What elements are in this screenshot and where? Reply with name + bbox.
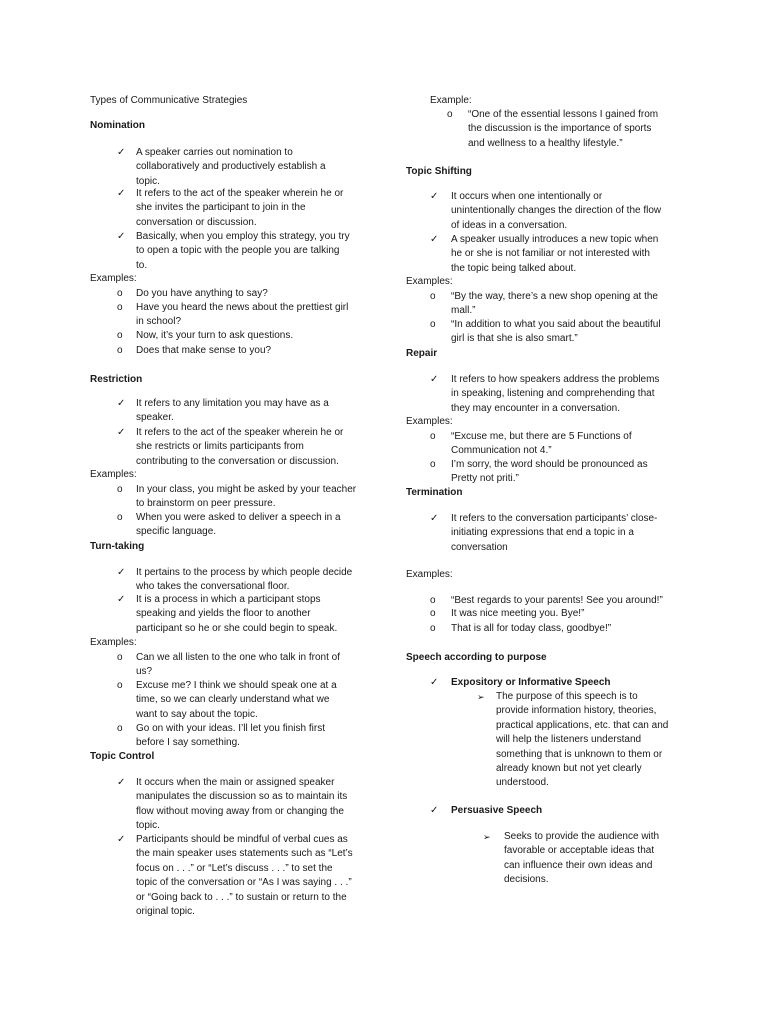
turn-taking-example-line: us? [136, 666, 153, 678]
topic-control-point-line: topic. [136, 820, 160, 832]
example-quote-line: the discussion is the importance of sports [468, 123, 652, 135]
restriction-point-line: contributing to the conversation or discussion. [136, 455, 339, 467]
checkmark-icon: ✓ [117, 398, 126, 409]
restriction-point-line: It refers to any limitation you may have as a [136, 398, 329, 409]
section-heading-termination: Termination [406, 487, 463, 498]
topic-control-point-line: topic of the conversation or “As I was saying . . .” [136, 877, 352, 889]
nomination-example-line: Now, it’s your turn to ask questions. [136, 330, 294, 341]
bullet-circle-icon: o [117, 288, 123, 299]
bullet-circle-icon: o [430, 291, 436, 302]
bullet-circle-icon: o [117, 484, 123, 495]
topic-control-point-line: the main speaker uses statements such as “Let’s [136, 848, 353, 860]
bullet-circle-icon: o [430, 595, 436, 606]
topic-shifting-example-line: “By the way, there’s a new shop opening at the [451, 291, 658, 302]
section-heading-nomination: Nomination [90, 120, 145, 131]
checkmark-icon: ✓ [117, 567, 126, 578]
section-heading-topic-control: Topic Control [90, 751, 155, 762]
repair-point-line: It refers to how speakers address the problems [451, 374, 660, 385]
bullet-circle-icon: o [117, 652, 123, 663]
example-quote-line: and wellness to a healthy lifestyle.” [468, 137, 623, 149]
topic-shifting-point-line: of ideas in a conversation. [451, 219, 568, 231]
arrow-bullet-icon: ➢ [477, 692, 485, 702]
bullet-circle-icon: o [117, 680, 123, 691]
checkmark-icon: ✓ [117, 777, 126, 788]
restriction-example-line: to brainstorm on peer pressure. [136, 498, 276, 510]
expository-text-line: provide information history, theories, [496, 705, 657, 717]
subheading-expository: Expository or Informative Speech [451, 677, 611, 688]
turn-taking-example-line: Go on with your ideas. I’ll let you finish first [136, 723, 325, 734]
bullet-circle-icon: o [117, 512, 123, 523]
restriction-example-line: specific language. [136, 526, 217, 538]
persuasive-text-line: favorable or acceptable ideas that [504, 845, 655, 857]
section-heading-turn-taking: Turn-taking [90, 541, 145, 552]
bullet-circle-icon: o [430, 608, 436, 619]
restriction-example-line: When you were asked to deliver a speech in a [136, 512, 341, 523]
termination-point-line: conversation [451, 541, 508, 553]
nomination-point-line: to open a topic with the people you are talking [136, 245, 340, 257]
examples-label: Examples: [90, 273, 137, 284]
repair-example-line: I’m sorry, the word should be pronounced as [451, 459, 648, 470]
restriction-point-line: speaker. [136, 412, 174, 424]
bullet-circle-icon: o [430, 623, 436, 634]
nomination-point-line: Basically, when you employ this strategy, you try [136, 231, 350, 242]
checkmark-icon: ✓ [430, 234, 439, 245]
checkmark-icon: ✓ [117, 147, 126, 158]
section-heading-topic-shifting: Topic Shifting [406, 166, 472, 177]
termination-point-line: initiating expressions that end a topic in a [451, 527, 634, 539]
nomination-point-line: she invites the participant to join in the [136, 202, 306, 214]
topic-control-point-line: Participants should be mindful of verbal cues as [136, 834, 348, 845]
nomination-point-line: to. [136, 259, 148, 271]
restriction-point-line: she restricts or limits participants from [136, 441, 304, 453]
restriction-point-line: It refers to the act of the speaker wherein he or [136, 427, 344, 438]
bullet-circle-icon: o [430, 319, 436, 330]
checkmark-icon: ✓ [430, 191, 439, 202]
turn-taking-example-line: Can we all listen to the one who talk in front of [136, 652, 341, 663]
topic-shifting-example-line: “In addition to what you said about the beautiful [451, 319, 661, 330]
turn-taking-example-line: time, so we can clearly understand what we [136, 694, 330, 706]
expository-text-line: will help the listeners understand [496, 734, 642, 746]
topic-control-point-line: or “Going back to . . .” to sustain or return to the [136, 891, 347, 903]
bullet-circle-icon: o [117, 345, 123, 356]
bullet-circle-icon: o [117, 723, 123, 734]
topic-shifting-example-line: mall.” [451, 305, 476, 317]
topic-shifting-point-line: unintentionally changes the direction of the flow [451, 205, 662, 217]
bullet-circle-icon: o [117, 330, 123, 341]
expository-text-line: already known but not yet clearly [496, 763, 642, 774]
nomination-point-line: topic. [136, 175, 160, 187]
section-heading-repair: Repair [406, 348, 438, 359]
checkmark-icon: ✓ [430, 805, 439, 816]
topic-shifting-point-line: It occurs when one intentionally or [451, 191, 603, 202]
turn-taking-point-line: speaking and yields the floor to another [136, 608, 311, 620]
termination-example-line: It was nice meeting you. Bye!” [451, 608, 585, 619]
topic-shifting-example-line: girl is that she is also smart.” [451, 333, 578, 345]
turn-taking-example-line: want to say about the topic. [136, 708, 258, 720]
bullet-circle-icon: o [447, 109, 453, 120]
example-label: Example: [430, 95, 472, 106]
repair-example-line: Communication not 4.” [451, 445, 552, 457]
topic-control-point-line: manipulates the discussion so as to maintain its [136, 791, 348, 803]
page-title: Types of Communicative Strategies [90, 95, 248, 106]
checkmark-icon: ✓ [117, 427, 126, 438]
examples-label: Examples: [406, 569, 453, 580]
termination-point-line: It refers to the conversation participants’ close- [451, 513, 658, 524]
nomination-point-line: A speaker carries out nomination to [136, 147, 293, 158]
persuasive-text-line: decisions. [504, 874, 549, 886]
turn-taking-example-line: before I say something. [136, 737, 240, 749]
topic-control-point-line: It occurs when the main or assigned speaker [136, 777, 335, 788]
topic-shifting-point-line: the topic being talked about. [451, 262, 577, 274]
turn-taking-point-line: It is a process in which a participant stops [136, 594, 321, 605]
repair-example-line: “Excuse me, but there are 5 Functions of [451, 431, 632, 442]
topic-control-point-line: focus on . . .” or “Let’s discuss . . .” to set the [136, 862, 333, 874]
termination-example-line: “Best regards to your parents! See you around!” [451, 595, 663, 606]
turn-taking-point-line: It pertains to the process by which people decide [136, 567, 353, 578]
examples-label: Examples: [406, 276, 453, 287]
turn-taking-point-line: who takes the conversational floor. [136, 581, 290, 593]
expository-text-line: The purpose of this speech is to [496, 691, 638, 702]
topic-shifting-point-line: he or she is not familiar or not interested with [451, 248, 650, 260]
bullet-circle-icon: o [430, 459, 436, 470]
bullet-circle-icon: o [430, 431, 436, 442]
subheading-persuasive: Persuasive Speech [451, 805, 543, 816]
repair-example-line: Pretty not priti.” [451, 473, 519, 485]
topic-control-point-line: original topic. [136, 906, 195, 917]
checkmark-icon: ✓ [117, 188, 126, 199]
section-heading-restriction: Restriction [90, 374, 143, 385]
termination-example-line: That is all for today class, goodbye!” [451, 623, 612, 634]
nomination-point-line: collaboratively and productively establish a [136, 161, 326, 173]
nomination-point-line: It refers to the act of the speaker wherein he or [136, 188, 344, 199]
turn-taking-point-line: participant so he or she could begin to speak. [136, 622, 338, 634]
checkmark-icon: ✓ [430, 513, 439, 524]
examples-label: Examples: [90, 637, 137, 648]
expository-text-line: something that is unknown to them or [496, 748, 663, 760]
topic-shifting-point-line: A speaker usually introduces a new topic when [451, 234, 659, 245]
arrow-bullet-icon: ➢ [483, 832, 491, 842]
persuasive-text-line: can influence their own ideas and [504, 859, 653, 871]
repair-point-line: in speaking, listening and comprehending that [451, 388, 655, 400]
bullet-circle-icon: o [117, 302, 123, 313]
checkmark-icon: ✓ [117, 594, 126, 605]
nomination-point-line: conversation or discussion. [136, 216, 257, 228]
examples-label: Examples: [406, 416, 453, 427]
checkmark-icon: ✓ [430, 677, 439, 688]
checkmark-icon: ✓ [430, 374, 439, 385]
section-heading-speech-purpose: Speech according to purpose [406, 652, 547, 663]
nomination-example-line: Does that make sense to you? [136, 345, 272, 356]
restriction-example-line: In your class, you might be asked by your teacher [136, 484, 357, 495]
checkmark-icon: ✓ [117, 834, 126, 845]
nomination-example-line: Do you have anything to say? [136, 288, 268, 299]
checkmark-icon: ✓ [117, 231, 126, 242]
repair-point-line: they may encounter in a conversation. [451, 402, 620, 414]
topic-control-point-line: flow without moving away from or changing the [136, 805, 344, 817]
persuasive-text-line: Seeks to provide the audience with [504, 831, 660, 842]
examples-label: Examples: [90, 469, 137, 480]
nomination-example-line: in school? [136, 316, 182, 328]
nomination-example-line: Have you heard the news about the prettiest girl [136, 302, 349, 313]
turn-taking-example-line: Excuse me? I think we should speak one at a [136, 680, 337, 691]
expository-text-line: practical applications, etc. that can and [496, 719, 669, 731]
example-quote-line: “One of the essential lessons I gained from [468, 109, 659, 120]
expository-text-line: understood. [496, 777, 549, 789]
